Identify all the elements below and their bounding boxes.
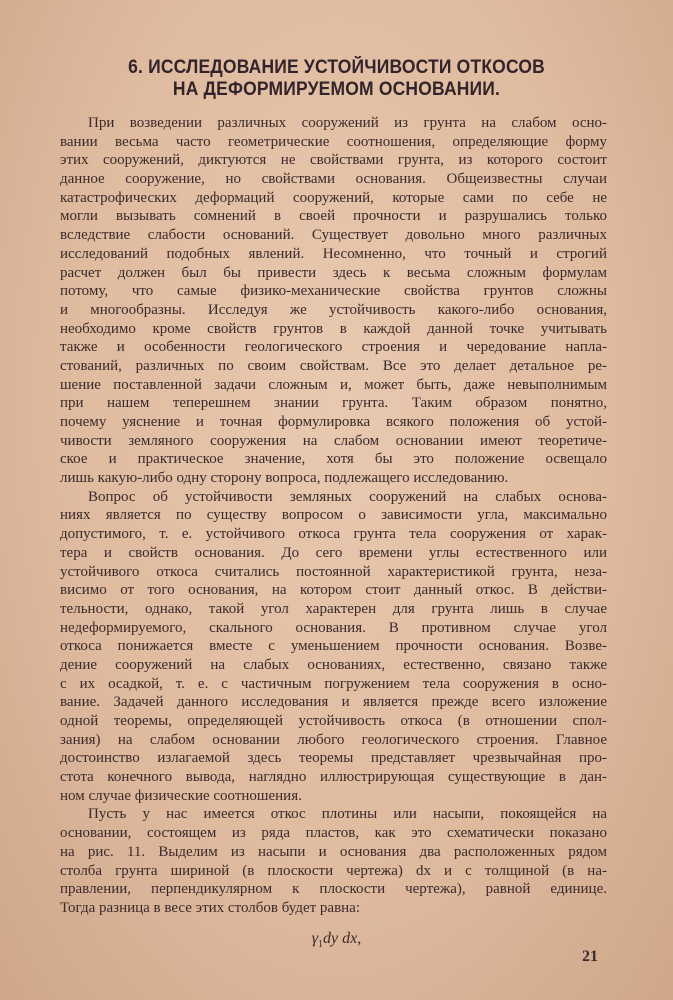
text-line: вследствие слабости оснований. Существует довольно много различных bbox=[60, 227, 607, 244]
text-line: вании весьма часто геометрические соотношения, определяющие форму bbox=[60, 133, 607, 150]
text-line: Тогда разница в весе этих столбов будет равна: bbox=[60, 899, 360, 916]
formula-rest: dy dx, bbox=[323, 930, 362, 947]
text-line: чивости земляного сооружения на слабом основании имеют теоретиче- bbox=[60, 432, 607, 449]
text-line: необходимо кроме свойств грунтов в каждой данной точке учитывать bbox=[60, 320, 607, 337]
text-line: тера и свойств основания. До сего времени углы естественного или bbox=[60, 544, 607, 561]
text-line: потому, что самые физико-механические свойства грунтов сложны bbox=[60, 283, 607, 300]
text-line: также и особенности геологического строения и чередование напла- bbox=[60, 339, 607, 356]
text-line: исследований подобных явлений. Несомненно, что точный и строгий bbox=[60, 245, 607, 262]
formula bbox=[0, 930, 673, 950]
text-line: ниях является по существу вопросом о зависимости угла, максимально bbox=[60, 507, 607, 524]
text-line: допустимого, т. е. устойчивого откоса грунта тела сооружения от харак- bbox=[60, 526, 607, 543]
text-line: лишь какую-либо одну сторону вопроса, подлежащего исследованию. bbox=[60, 470, 509, 487]
section-heading-line-1: 6. ИССЛЕДОВАНИЕ УСТОЙЧИВОСТИ ОТКОСОВ bbox=[128, 57, 545, 78]
text-line: этих сооружений, диктуются не свойствами грунта, из которого состоит bbox=[60, 152, 607, 169]
text-line: на рис. 11. Выделим из насыпи и основания два расположенных рядом bbox=[60, 843, 607, 860]
text-line: столба грунта шириной (в плоскости чертежа) dx и с толщиной (в на- bbox=[60, 862, 607, 879]
formula-subscript: 1 bbox=[318, 939, 324, 951]
formula-gamma: γ bbox=[311, 930, 319, 947]
text-line: устойчивого откоса считались постоянной характеристикой грунта, неза- bbox=[60, 563, 607, 580]
page-number: 21 bbox=[582, 948, 598, 965]
text-line: одной теоремы, определяющей устойчивость откоса (в отношении спол- bbox=[60, 713, 607, 729]
body-text bbox=[60, 114, 607, 918]
text-line: расчет должен был бы привести здесь к весьма сложным формулам bbox=[60, 264, 607, 281]
text-line: висимо от того основания, на котором стоит данный откос. В действи- bbox=[60, 582, 607, 599]
text-line: могли вызывать сомнений в своей прочности и разрушались только bbox=[60, 208, 607, 225]
text-line: основании, состоящем из ряда пластов, как это схематически показано bbox=[60, 825, 607, 842]
text-line: ном случае физические соотношения. bbox=[60, 787, 302, 804]
text-line: тельности, однако, такой угол характерен для грунта лишь в случае bbox=[60, 600, 607, 617]
text-line: при нашем теперешнем знании грунта. Таким образом понятно, bbox=[60, 395, 607, 412]
text-line: стований, различных по своим свойствам. Все это делает детальное ре- bbox=[60, 357, 607, 374]
text-line: откоса понижается вместе с уменьшением прочности основания. Возве- bbox=[60, 638, 607, 655]
text-line: недеформируемого, скального основания. В противном случае угол bbox=[60, 619, 607, 636]
text-line: Вопрос об устойчивости земляных сооружений на слабых основа- bbox=[88, 488, 607, 505]
text-line: Пусть у нас имеется откос плотины или насыпи, покоящейся на bbox=[88, 806, 607, 823]
text-line: и многообразны. Исследуя же устойчивость какого-либо основания, bbox=[60, 301, 607, 318]
text-line: шение поставленной задачи сложным и, может быть, даже невыполнимым bbox=[60, 376, 607, 393]
text-line: вание. Задачей данного исследования и является прежде всего изложение bbox=[60, 694, 607, 711]
text-line: ское и практическое значение, хотя бы это положение освещало bbox=[60, 451, 607, 468]
text-line: данное сооружение, но свойствами основания. Общеизвестны случаи bbox=[60, 171, 607, 188]
text-line: дение сооружений на слабых основаниях, естественно, связано также bbox=[60, 656, 607, 673]
section-heading-line-2: НА ДЕФОРМИРУЕМОМ ОСНОВАНИИ. bbox=[172, 79, 501, 100]
text-line: достоинство излагаемой здесь теоремы представляет чрезвычайная про- bbox=[60, 750, 607, 767]
text-line: зания) на слабом основании любого геологического строения. Главное bbox=[60, 731, 607, 748]
text-line: с их осадкой, т. е. с частичным погружением тела сооружения в осно- bbox=[60, 675, 607, 692]
text-line: катастрофических деформаций сооружений, которые сами по себе не bbox=[60, 189, 607, 206]
text-line: почему уяснение и точная формулировка всякого положения об устой- bbox=[60, 414, 607, 430]
text-line: правлении, перпендикулярном к плоскости чертежа), равной единице. bbox=[60, 881, 607, 898]
text-line: При возведении различных сооружений из грунта на слабом осно- bbox=[88, 115, 607, 131]
text-line: стота конечного вывода, наглядно иллюстрирующая существующие в дан- bbox=[60, 769, 607, 786]
